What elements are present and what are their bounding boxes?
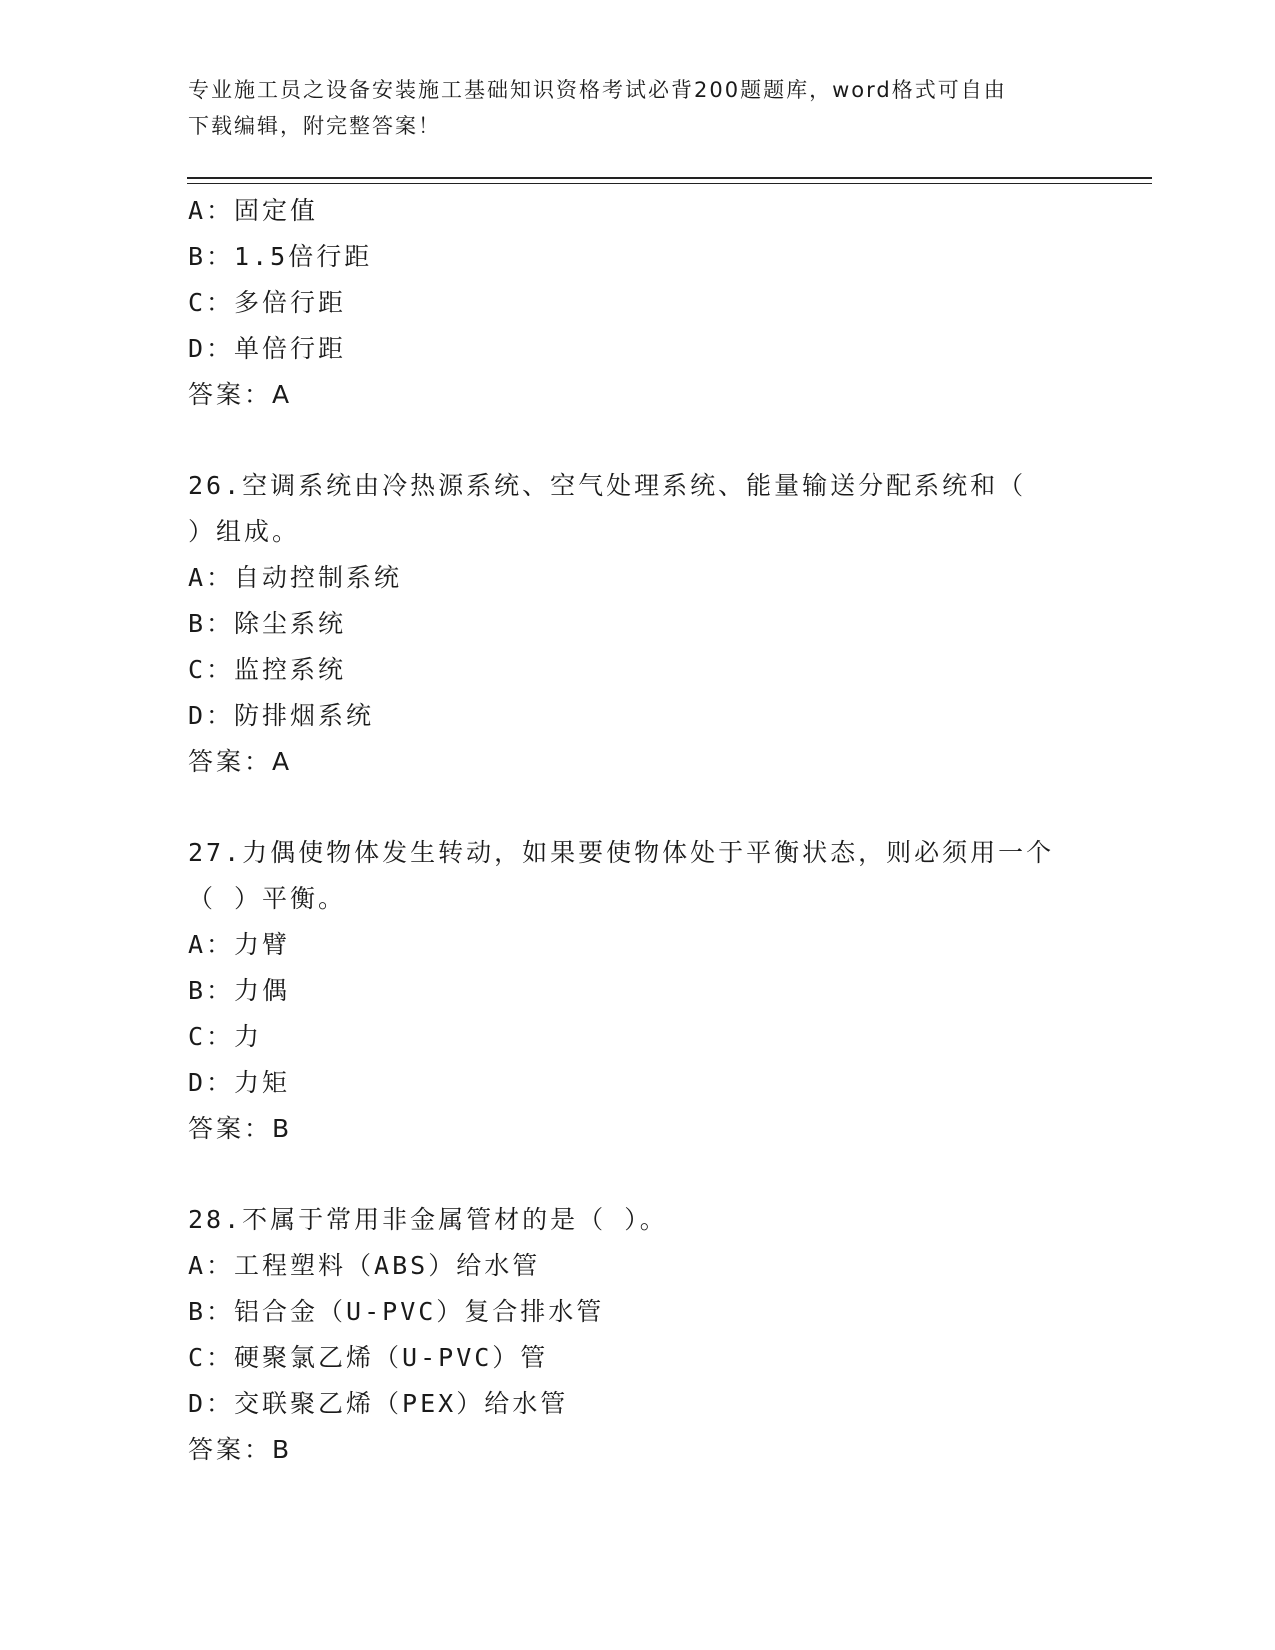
question-26-block xyxy=(188,463,1088,785)
option-c: C：硬聚氯乙烯（U-PVC）管 xyxy=(188,1343,549,1372)
option-d: D：力矩 xyxy=(188,1068,291,1097)
question-text-line-1: 27.力偶使物体发生转动，如果要使物体处于平衡状态，则必须用一个 xyxy=(188,838,1055,867)
option-b: B：1.5倍行距 xyxy=(188,242,373,271)
document-body xyxy=(188,188,1088,1473)
answer-line: 答案：B xyxy=(188,1435,293,1464)
option-a: A：工程塑料（ABS）给水管 xyxy=(188,1251,541,1280)
option-c: C：多倍行距 xyxy=(188,288,347,317)
option-a: A：固定值 xyxy=(188,196,319,225)
header-divider-thick xyxy=(187,177,1152,179)
option-b: B：铝合金（U-PVC）复合排水管 xyxy=(188,1297,605,1326)
page-header xyxy=(188,72,1088,144)
question-28-block xyxy=(188,1197,1088,1473)
option-d: D：防排烟系统 xyxy=(188,701,375,730)
answer-line: 答案：A xyxy=(188,380,293,409)
option-c: C：监控系统 xyxy=(188,655,347,684)
question-text-line-2: （ ）平衡。 xyxy=(188,884,347,913)
option-d: D：单倍行距 xyxy=(188,334,347,363)
header-line-1: 专业施工员之设备安装施工基础知识资格考试必背200题题库，word格式可自由 xyxy=(188,78,1007,102)
question-text-line-1: 28.不属于常用非金属管材的是（ ）。 xyxy=(188,1205,668,1234)
option-a: A：自动控制系统 xyxy=(188,563,403,592)
option-c: C：力 xyxy=(188,1022,263,1051)
question-text-line-2: ）组成。 xyxy=(188,517,301,546)
option-b: B：除尘系统 xyxy=(188,609,347,638)
option-d: D：交联聚乙烯（PEX）给水管 xyxy=(188,1389,569,1418)
option-a: A：力臂 xyxy=(188,930,291,959)
answer-line: 答案：B xyxy=(188,1114,293,1143)
question-27-block xyxy=(188,830,1088,1152)
option-b: B：力偶 xyxy=(188,976,291,1005)
question-text-line-1: 26.空调系统由冷热源系统、空气处理系统、能量输送分配系统和（ xyxy=(188,471,1027,500)
answer-line: 答案：A xyxy=(188,747,293,776)
question-25-block xyxy=(188,188,1088,418)
header-divider-thin xyxy=(187,183,1152,184)
header-line-2: 下载编辑，附完整答案！ xyxy=(188,114,441,138)
